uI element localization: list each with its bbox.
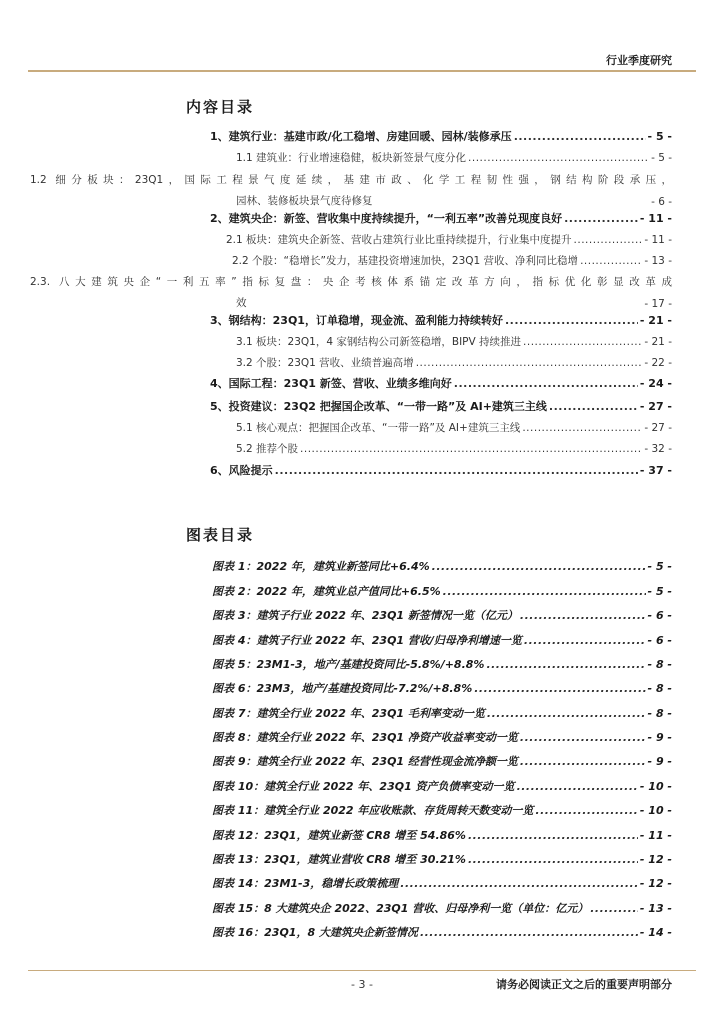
leader-dots bbox=[474, 682, 645, 696]
header-divider bbox=[28, 70, 696, 72]
leader-dots bbox=[443, 585, 646, 599]
leader-dots bbox=[432, 560, 646, 574]
leader-dots bbox=[517, 780, 638, 794]
figure-entry[interactable]: 图表 4：建筑子行业 2022 年、23Q1 营收/归母净利增速一览 ..... - 6 - bbox=[212, 634, 672, 648]
leader-dots bbox=[520, 731, 646, 745]
figure-entry[interactable]: 图表 15：8 大建筑央企 2022、23Q1 营收、归母净利一览（单位：亿元） ..... - 13 - bbox=[212, 902, 672, 916]
toc-entry[interactable]: 3.1 板块：23Q1，4 家钢结构公司新签稳增，BIPV 持续推进 ..... - 21 - bbox=[236, 335, 672, 349]
toc-title: 内容目录 bbox=[186, 98, 255, 116]
leader-dots bbox=[520, 609, 646, 623]
toc-entry[interactable]: 1、建筑行业：基建市政/化工稳增、房建回暖、园林/装修承压 ..... - 5 - bbox=[210, 130, 672, 144]
leader-dots bbox=[300, 442, 642, 456]
disclaimer-note: 请务必阅读正文之后的重要声明部分 bbox=[496, 978, 672, 991]
leader-dots bbox=[524, 634, 646, 648]
leader-dots bbox=[420, 926, 638, 940]
toc-entry[interactable]: 2.1 板块：建筑央企新签、营收占建筑行业比重持续提升，行业集中度提升 ..... - 11 - bbox=[226, 233, 672, 247]
figure-entry[interactable]: 图表 6：23M3，地产/基建投资同比-7.2%/+8.8% ..... - 8 - bbox=[212, 682, 672, 696]
leader-dots bbox=[416, 356, 643, 370]
toc-entry[interactable]: 5.1 核心观点：把握国企改革、“一带一路”及 AI+建筑三主线 ..... - 27 - bbox=[236, 421, 672, 435]
figure-entry[interactable]: 图表 7：建筑全行业 2022 年、23Q1 毛利率变动一览 ..... - 8 - bbox=[212, 707, 672, 721]
figure-entry[interactable]: 图表 9：建筑全行业 2022 年、23Q1 经营性现金流净额一览 ..... - 9 - bbox=[212, 755, 672, 769]
toc-entry[interactable]: 3、钢结构：23Q1，订单稳增，现金流、盈利能力持续转好 ..... - 21 - bbox=[210, 314, 672, 328]
leader-dots bbox=[564, 212, 638, 226]
figure-entry[interactable]: 图表 12：23Q1，建筑业新签 CR8 增至 54.86% ..... - 11 - bbox=[212, 829, 672, 843]
toc-entry[interactable]: 2.3. 八大建筑央企“一利五率”指标复盘：央企考核体系锚定改革方向，指标优化彰显改革成 效 - 17 - bbox=[30, 276, 672, 310]
toc-entry[interactable]: 3.2 个股：23Q1 营收、业绩普遍高增 ..... - 22 - bbox=[236, 356, 672, 370]
leader-dots bbox=[468, 151, 649, 165]
leader-dots bbox=[275, 464, 638, 478]
leader-dots bbox=[574, 233, 643, 247]
leader-dots bbox=[580, 254, 642, 268]
report-type-label: 行业季度研究 bbox=[606, 54, 672, 67]
leader-dots bbox=[468, 853, 638, 867]
leader-dots bbox=[505, 314, 638, 328]
figure-entry[interactable]: 图表 14：23M1-3，稳增长政策梳理 ..... - 12 - bbox=[212, 877, 672, 891]
figure-entry[interactable]: 图表 11：建筑全行业 2022 年应收账款、存货周转天数变动一览 ..... - 10 - bbox=[212, 804, 672, 818]
footer-divider bbox=[28, 970, 696, 971]
figure-entry[interactable]: 图表 2：2022 年，建筑业总产值同比+6.5% ..... - 5 - bbox=[212, 585, 672, 599]
toc-entry[interactable]: 5.2 推荐个股 ..... - 32 - bbox=[236, 442, 672, 456]
leader-dots bbox=[523, 335, 642, 349]
leader-dots bbox=[400, 877, 638, 891]
figure-entry[interactable]: 图表 3：建筑子行业 2022 年、23Q1 新签情况一览（亿元） ..... - 6 - bbox=[212, 609, 672, 623]
page-number: - 3 - bbox=[351, 978, 373, 991]
figure-entry[interactable]: 图表 10：建筑全行业 2022 年、23Q1 资产负债率变动一览 ..... - 10 - bbox=[212, 780, 672, 794]
figure-entry[interactable]: 图表 8：建筑全行业 2022 年、23Q1 净资产收益率变动一览 ..... - 9 - bbox=[212, 731, 672, 745]
toc-entry[interactable]: 2.2 个股：“稳增长”发力，基建投资增速加快，23Q1 营收、净利同比稳增 ..... - 13 - bbox=[232, 254, 672, 268]
figures-title: 图表目录 bbox=[186, 526, 255, 544]
leader-dots bbox=[468, 829, 638, 843]
leader-dots bbox=[535, 804, 637, 818]
toc-entry[interactable]: 4、国际工程：23Q1 新签、营收、业绩多维向好 ..... - 24 - bbox=[210, 377, 672, 391]
toc-entry[interactable]: 1.2 细分板块：23Q1，国际工程景气度延续，基建市政、化学工程韧性强，钢结构阶段承压， 园林、装修板块景气度待修复 - 6 - bbox=[30, 174, 672, 208]
figure-entry[interactable]: 图表 13：23Q1，建筑业营收 CR8 增至 30.21% ..... - 12 - bbox=[212, 853, 672, 867]
leader-dots bbox=[486, 658, 645, 672]
leader-dots bbox=[454, 377, 638, 391]
leader-dots bbox=[514, 130, 646, 144]
toc-entry[interactable]: 2、建筑央企：新签、营收集中度持续提升，“一利五率”改善兑现度良好 ..... - 11 - bbox=[210, 212, 672, 226]
leader-dots bbox=[487, 707, 646, 721]
leader-dots bbox=[590, 902, 638, 916]
figure-entry[interactable]: 图表 5：23M1-3，地产/基建投资同比-5.8%/+8.8% ..... - 8 - bbox=[212, 658, 672, 672]
toc-entry[interactable]: 6、风险提示 ..... - 37 - bbox=[210, 464, 672, 478]
leader-dots bbox=[522, 421, 642, 435]
figure-entry[interactable]: 图表 16：23Q1，8 大建筑央企新签情况 ..... - 14 - bbox=[212, 926, 672, 940]
toc-entry[interactable]: 5、投资建议：23Q2 把握国企改革、“一带一路”及 AI+建筑三主线 ..... - 27 - bbox=[210, 400, 672, 414]
toc-entry[interactable]: 1.1 建筑业：行业增速稳健，板块新签景气度分化 ..... - 5 - bbox=[236, 151, 672, 165]
figure-entry[interactable]: 图表 1：2022 年，建筑业新签同比+6.4% ..... - 5 - bbox=[212, 560, 672, 574]
leader-dots bbox=[549, 400, 638, 414]
leader-dots bbox=[520, 755, 646, 769]
